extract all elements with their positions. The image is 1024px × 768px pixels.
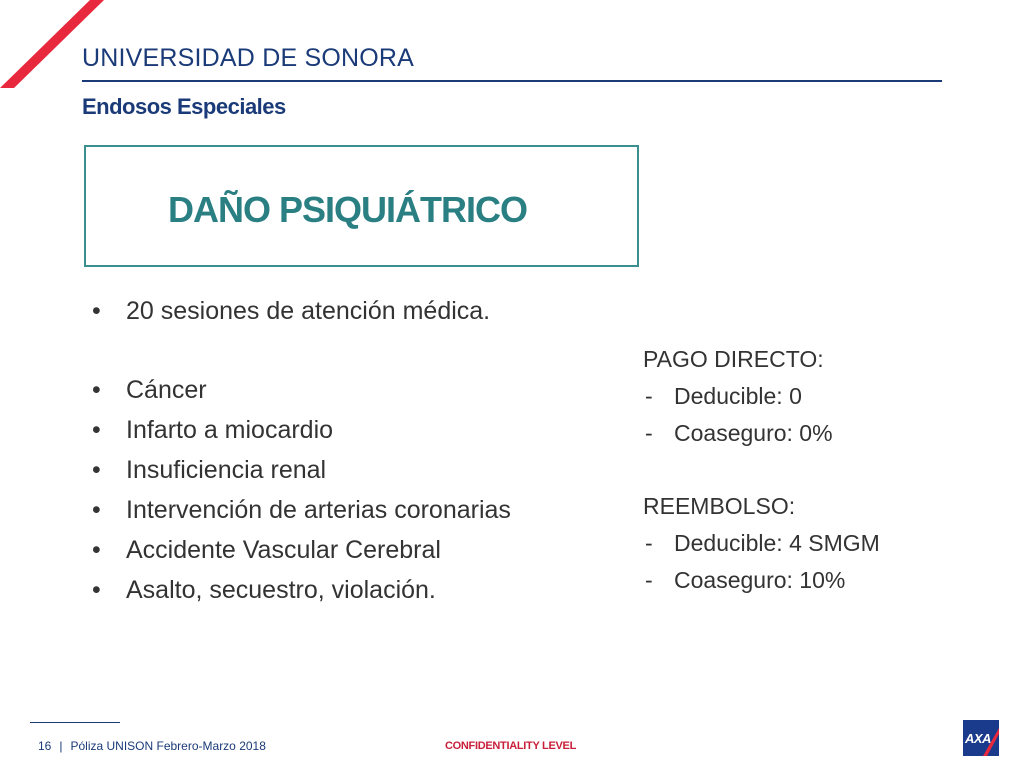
document-name: Póliza UNISON Febrero-Marzo 2018 [70,739,266,753]
reembolso-deducible: - Deducible: 4 SMGM [643,529,880,566]
footer-separator: | [59,739,63,753]
list-item: • Asalto, secuestro, violación. [92,575,511,615]
list-item: • Intervención de arterias coronarias [92,495,511,535]
reembolso-heading: REEMBOLSO: [643,493,796,519]
footer-divider [30,722,120,723]
reembolso-coaseguro: - Coaseguro: 10% [643,566,880,603]
list-item: • Insuficiencia renal [92,455,511,495]
bullet-list-conditions [92,375,511,615]
list-item: • Infarto a miocardio [92,415,511,455]
footer [38,739,266,753]
page-number: 16 [38,739,52,753]
header-divider [82,80,942,82]
pago-directo-block [643,345,833,456]
slide-title: DAÑO PSIQUIÁTRICO [168,189,528,230]
organization-title: UNIVERSIDAD DE SONORA [82,44,415,72]
section-subtitle: Endosos Especiales [82,94,286,119]
bullet-list-sessions [92,296,490,336]
list-item: • Accidente Vascular Cerebral [92,535,511,575]
list-item: • 20 sesiones de atención médica. [92,296,490,336]
pago-directo-deducible: - Deducible: 0 [643,382,833,419]
axa-logo [963,720,999,756]
pago-directo-heading: PAGO DIRECTO: [643,346,824,372]
reembolso-block [643,492,880,603]
title-box [84,145,639,267]
confidentiality-label: CONFIDENTIALITY LEVEL [445,740,577,752]
pago-directo-coaseguro: - Coaseguro: 0% [643,419,833,456]
list-item: • Cáncer [92,375,511,415]
logo-text: AXA [965,731,991,746]
